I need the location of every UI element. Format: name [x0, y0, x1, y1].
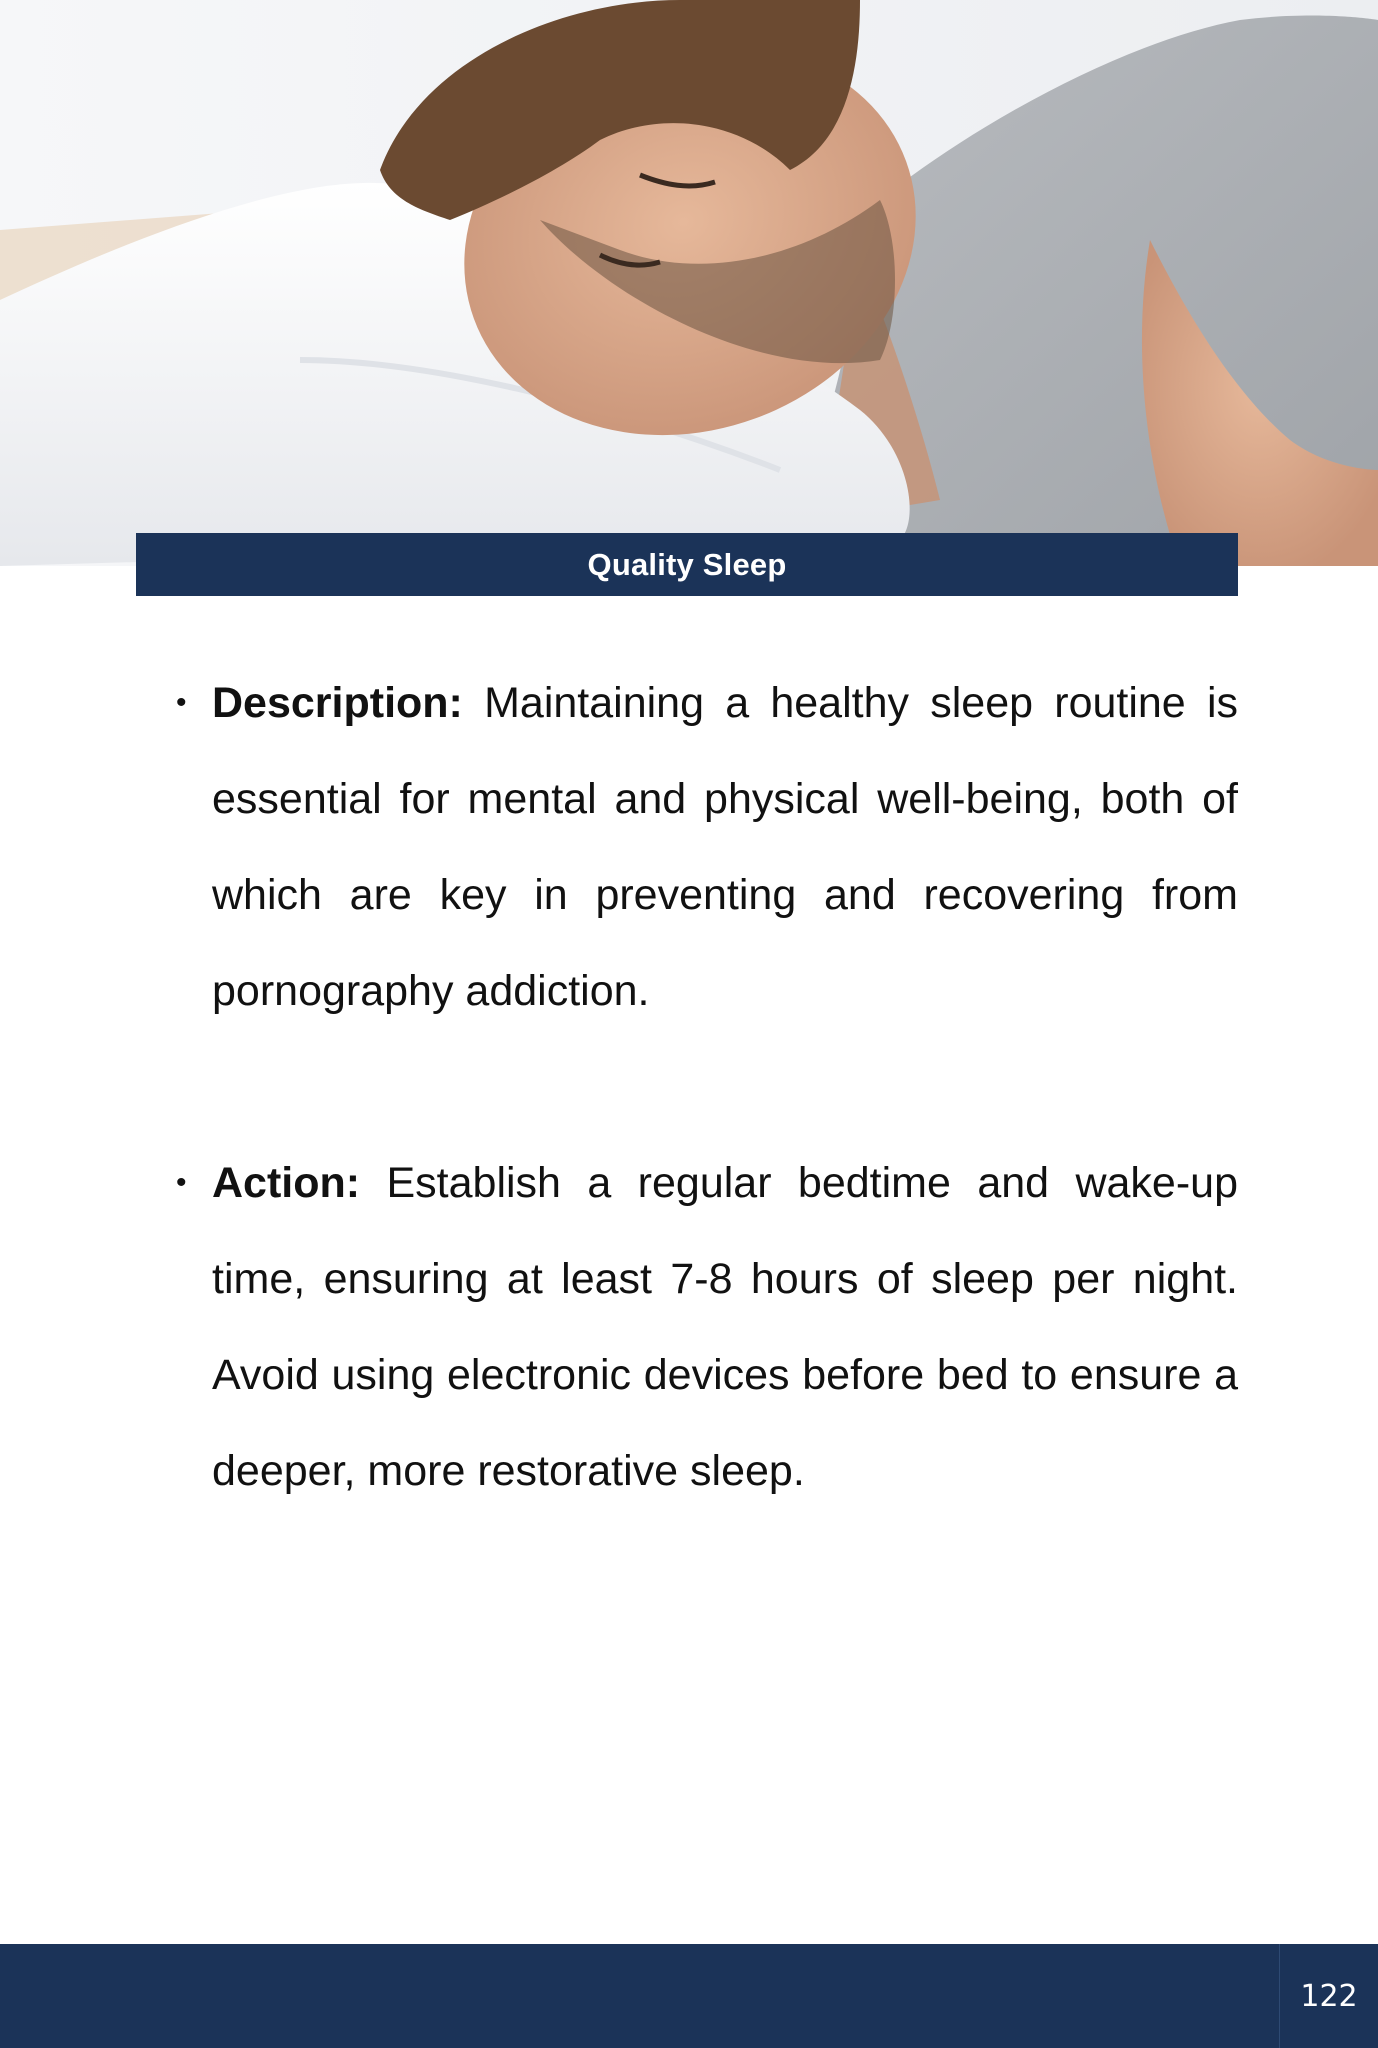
section-title: Quality Sleep — [587, 546, 787, 582]
bullet-label: Description: — [212, 679, 463, 727]
page-number: 122 — [1300, 1978, 1358, 2014]
bullet-dot-icon: • — [176, 686, 187, 719]
bullet-dot-icon: • — [176, 1166, 187, 1199]
hero-image — [0, 0, 1378, 566]
bullet-text: Establish a regular bedtime and wake-up time, ensuring at least 7-8 hours of sleep per night. Avoid using electronic devices before bed to ensure a deeper, more restorative sleep. — [212, 1159, 1238, 1495]
bullet-item-description — [176, 655, 1238, 1039]
section-title-bar — [136, 533, 1238, 596]
bullet-item-action — [176, 1135, 1238, 1519]
sleeping-man-illustration — [0, 0, 1378, 566]
bullet-text: Maintaining a healthy sleep routine is essential for mental and physical well-being, both of which are key in preventing and recovering from pornography addiction. — [212, 679, 1238, 1015]
page-footer — [0, 1944, 1378, 2048]
bullet-list — [176, 655, 1238, 1519]
bullet-label: Action: — [212, 1159, 361, 1207]
